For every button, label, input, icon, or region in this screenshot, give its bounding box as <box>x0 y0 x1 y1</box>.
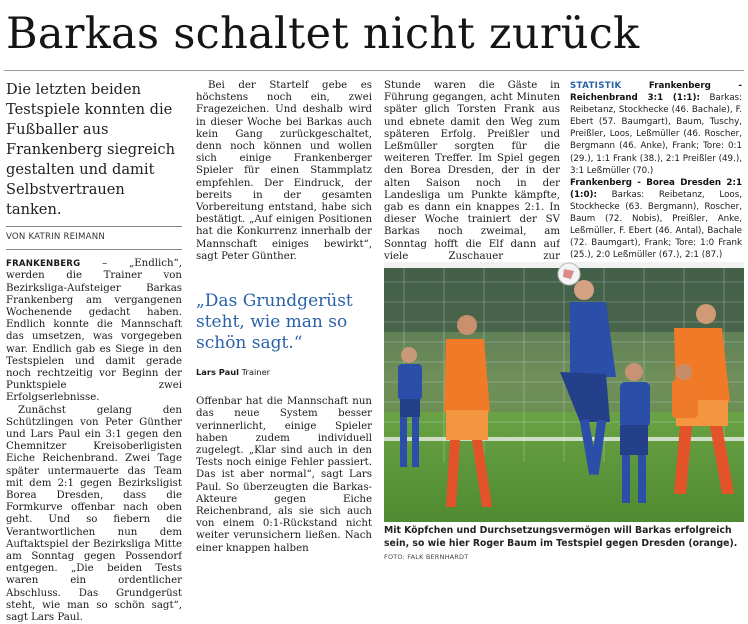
paragraph: Stunde waren die Gäste in Führung gegangen, acht Minuten später glich Torsten Frank aus und ebnete damit den Weg zum späteren Erfolg. Preißler und Leßmüller sorgten für die weiteren Treffer. Im Spiel gegen den Borea Dresden, der in der alten Saison noch in der Landesliga um Punkte kämpfte, gab es dann ein knappes 2:1. In dieser Woche trainiert der SV Barkas noch zweimal, am Sonntag hofft die Elf dann auf viele Zuschauer zur <box>384 80 560 262</box>
quote-author <box>196 366 372 378</box>
byline: VON KATRIN REIMANN <box>6 231 182 250</box>
paragraph: Bei der Startelf gebe es höchstens noch ein, zwei Fragezeichen. Und deshalb wird in dieser Woche bei Barkas auch kein Gang zurückgeschaltet, denn noch können und wollen sich einige Frankenberger Spieler für einen Stammplatz empfehlen. Der Eindruck, der bereits in der gesamten Vorbereitung entstand, habe sich bestätigt. „Auf einigen Positionen hat die Konkurrenz innerhalb der Mannschaft einiges bewirkt“, sagt Peter Günther. <box>196 80 372 262</box>
paragraph <box>6 258 182 404</box>
column-1 <box>6 80 182 624</box>
pull-quote: „Das Grundgerüst steht, wie man so schön sagt.“ <box>196 291 353 354</box>
stat-match-1-title: Frankenberg - Reichenbrand 3:1 (1:1): <box>570 81 742 104</box>
column-3 <box>384 80 560 275</box>
quote-author-name: Lars Paul <box>196 367 240 378</box>
paragraph: Offenbar hat die Mannschaft nun das neue System besser verinnerlicht, einige Spieler haben zudem individuell zugelegt. „Klar sind auch in den Tests noch einige Fehler passiert. Das ist aber normal“, sagt Lars Paul. So überzeugten die Barkas-Akteure gegen Eiche Reichenbrand, als sie sich auch von einem 0:1-Rückstand nicht weiter verunsichern ließen. Nach einer knappen halben <box>196 396 372 554</box>
quote-author-role: Trainer <box>241 367 271 378</box>
lead-text: Die letzten beiden Testspiele konnten die Fußballer aus Frankenberg siegreich gestalten und damit Selbstvertrauen tanken. <box>6 81 176 218</box>
byline-rule <box>6 226 182 227</box>
photo-caption <box>384 524 744 564</box>
stat-match-1-text: Barkas: Reibetanz, Stockhecke (46. Bachale), F. Ebert (57. Baumgart), Baum, Tuschy, Preißler, Loos, Leßmüller (46. Roscher, Bergmann (46. Anke), Frank; Tore: 0:1 (29.), 1:1 Frank (38.), 2:1 Preißler (49.), 3:1 Leßmüller (70.) <box>570 93 742 176</box>
match-photo <box>384 262 744 522</box>
photo-credit: FOTO: FALK BERNHARDT <box>384 553 469 561</box>
stat-match-2 <box>570 177 742 262</box>
paragraph: Zunächst gelang den Schützlingen von Peter Günther und Lars Paul ein 3:1 gegen den Chemnitzer Kreisoberligisten Eiche Reichenbrand. Zwei Tage später untermauerte das Team mit dem 2:1 gegen Bezirksligist Borea Dresden, dass die Formkurve offenbar nach oben geht. Und so fiebern die Verantwortlichen nun dem Auftaktspiel der Bezirksliga Mitte am Sonntag gegen Possendorf entgegen. „Die beiden Tests waren ein ordentlicher Abschluss. Das Grundgerüst steht, wie man so schön sagt“, sagt Lars Paul. <box>6 404 182 624</box>
statistik-box <box>570 80 742 261</box>
match-photo-illustration <box>384 262 744 522</box>
stat-match-2-text: Barkas: Reibetanz, Loos, Stockhecke (63. Bergmann), Roscher, Baum (72. Nobis), Preißler, Anke, Leßmüller, F. Ebert (46. Antal), Bachale (72. Baumgart), Frank; Tore: 1:0 Frank (25.), 2:0 Leßmüller (67.), 2:1 (87.) <box>570 189 742 261</box>
column-2 <box>196 80 372 555</box>
stat-match-2-title: Frankenberg - Borea Dresden 2:1 (1:0): <box>570 177 742 200</box>
paragraph-text: – „Endlich“, werden die Trainer von Bezirksliga-Aufsteiger Barkas Frankenberg am vergangenen Wochenende gedacht haben. Endlich konnte die Mannschaft das umsetzen, was vorgegeben war. Endlich gab es Siege in den Testspielen und damit gerade noch rechtzeitig vor Beginn der Punktspiele zwei Erfolgserlebnisse. <box>6 258 182 404</box>
caption-text: Mit Köpfchen und Durchsetzungsvermögen will Barkas erfolgreich sein, so wie hier Roger Baum im Testspiel gegen Dresden (orange). <box>384 525 738 549</box>
stat-label: STATISTIK <box>570 81 622 91</box>
headline: Barkas schaltet nicht zurück <box>6 9 640 59</box>
headline-rule <box>4 70 744 71</box>
dateline: FRANKENBERG <box>6 259 81 270</box>
stat-match-1 <box>570 80 742 177</box>
